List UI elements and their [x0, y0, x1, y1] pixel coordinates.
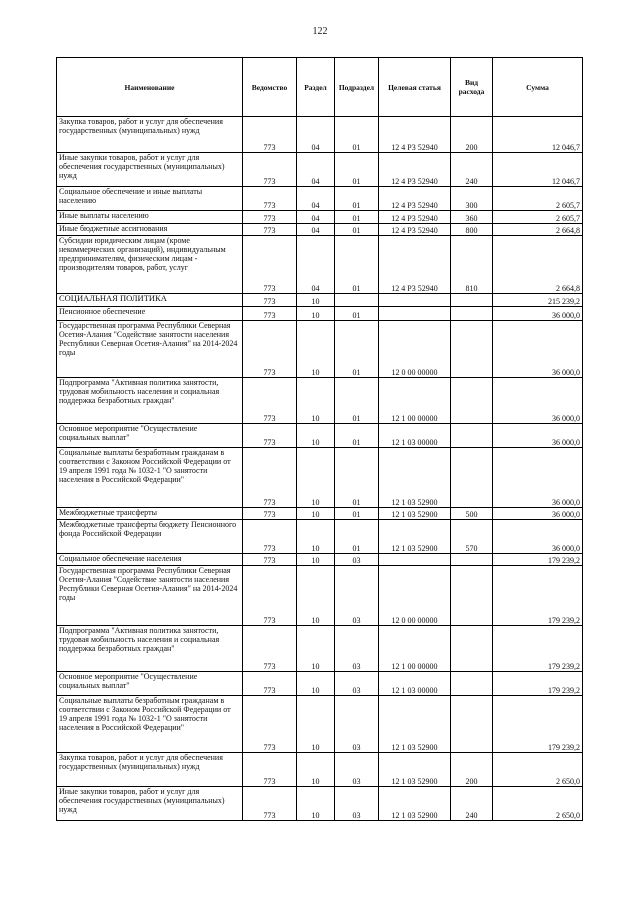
- cell-dept: 773: [243, 787, 297, 821]
- table-row: [57, 236, 583, 294]
- cell-sum: 36 000,0: [493, 508, 583, 520]
- cell-name: Основное мероприятие "Осуществление социальных выплат": [57, 424, 243, 448]
- cell-subsection: 03: [335, 672, 379, 696]
- table-row: [57, 378, 583, 424]
- cell-subsection: 03: [335, 787, 379, 821]
- table-row: [57, 566, 583, 626]
- table-body: [57, 117, 583, 821]
- cell-exp-type: [451, 626, 493, 672]
- header-dept: Ведомство: [243, 58, 297, 117]
- table-row: [57, 117, 583, 153]
- cell-exp-type: [451, 554, 493, 566]
- cell-name: Подпрограмма "Активная политика занятости, трудовая мобильность населения и социальная поддержка безработных граждан": [57, 378, 243, 424]
- cell-dept: 773: [243, 626, 297, 672]
- cell-name: Основное мероприятие "Осуществление социальных выплат": [57, 672, 243, 696]
- cell-sum: 2 664,8: [493, 224, 583, 236]
- cell-name: Субсидии юридическим лицам (кроме некоммерческих организаций), индивидуальным предпринимателям, физическим лицам - производителям товаров, работ, услуг: [57, 236, 243, 294]
- cell-section: 04: [297, 211, 335, 224]
- budget-table: [56, 57, 583, 821]
- cell-exp-type: 570: [451, 520, 493, 554]
- cell-exp-type: [451, 696, 493, 753]
- cell-subsection: 01: [335, 307, 379, 321]
- cell-exp-type: [451, 294, 493, 307]
- cell-section: 10: [297, 787, 335, 821]
- cell-section: 10: [297, 508, 335, 520]
- cell-subsection: 03: [335, 626, 379, 672]
- cell-target: 12 1 03 52900: [379, 448, 451, 508]
- cell-target: 12 1 03 52900: [379, 520, 451, 554]
- cell-subsection: 01: [335, 424, 379, 448]
- cell-subsection: 01: [335, 187, 379, 211]
- table-row: [57, 448, 583, 508]
- cell-target: 12 1 03 52900: [379, 508, 451, 520]
- table-row: [57, 321, 583, 378]
- cell-name: Иные выплаты населению: [57, 211, 243, 224]
- cell-subsection: 01: [335, 153, 379, 187]
- cell-dept: 773: [243, 520, 297, 554]
- cell-sum: 179 239,2: [493, 566, 583, 626]
- header-sum: Сумма: [493, 58, 583, 117]
- cell-exp-type: 200: [451, 117, 493, 153]
- header-section: Раздел: [297, 58, 335, 117]
- cell-dept: 773: [243, 696, 297, 753]
- cell-sum: 36 000,0: [493, 448, 583, 508]
- cell-sum: 12 046,7: [493, 117, 583, 153]
- cell-target: 12 1 00 00000: [379, 378, 451, 424]
- table-header-row: [57, 58, 583, 117]
- cell-exp-type: 240: [451, 787, 493, 821]
- cell-section: 04: [297, 187, 335, 211]
- cell-subsection: 03: [335, 566, 379, 626]
- cell-exp-type: [451, 378, 493, 424]
- cell-subsection: 01: [335, 117, 379, 153]
- table-row: [57, 787, 583, 821]
- cell-dept: 773: [243, 508, 297, 520]
- cell-target: 12 1 03 52900: [379, 696, 451, 753]
- cell-subsection: 03: [335, 753, 379, 787]
- cell-dept: 773: [243, 424, 297, 448]
- cell-target: 12 1 03 52900: [379, 787, 451, 821]
- cell-target: 12 4 Р3 52940: [379, 211, 451, 224]
- cell-exp-type: 200: [451, 753, 493, 787]
- table-row: [57, 508, 583, 520]
- cell-section: 10: [297, 672, 335, 696]
- cell-subsection: 01: [335, 211, 379, 224]
- cell-sum: 36 000,0: [493, 307, 583, 321]
- cell-exp-type: 240: [451, 153, 493, 187]
- cell-subsection: 01: [335, 224, 379, 236]
- cell-subsection: 01: [335, 378, 379, 424]
- cell-target: 12 0 00 00000: [379, 566, 451, 626]
- cell-subsection: 01: [335, 448, 379, 508]
- cell-sum: 215 239,2: [493, 294, 583, 307]
- cell-sum: 36 000,0: [493, 424, 583, 448]
- cell-dept: 773: [243, 321, 297, 378]
- cell-section: 10: [297, 294, 335, 307]
- cell-name: Социальное обеспечение и иные выплаты населению: [57, 187, 243, 211]
- cell-exp-type: 360: [451, 211, 493, 224]
- cell-section: 04: [297, 117, 335, 153]
- cell-name: Иные закупки товаров, работ и услуг для обеспечения государственных (муниципальных) нужд: [57, 787, 243, 821]
- cell-name: Межбюджетные трансферты бюджету Пенсионного фонда Российской Федерации: [57, 520, 243, 554]
- cell-sum: 36 000,0: [493, 520, 583, 554]
- cell-section: 10: [297, 696, 335, 753]
- table-row: [57, 626, 583, 672]
- cell-dept: 773: [243, 294, 297, 307]
- cell-exp-type: [451, 307, 493, 321]
- cell-sum: 2 650,0: [493, 787, 583, 821]
- cell-name: Межбюджетные трансферты: [57, 508, 243, 520]
- cell-dept: 773: [243, 307, 297, 321]
- cell-exp-type: [451, 448, 493, 508]
- cell-dept: 773: [243, 211, 297, 224]
- cell-dept: 773: [243, 153, 297, 187]
- cell-target: [379, 554, 451, 566]
- cell-name: СОЦИАЛЬНАЯ ПОЛИТИКА: [57, 294, 243, 307]
- page-number: 122: [312, 26, 328, 37]
- cell-dept: 773: [243, 566, 297, 626]
- cell-exp-type: 800: [451, 224, 493, 236]
- cell-exp-type: 810: [451, 236, 493, 294]
- header-target: Целевая статья: [379, 58, 451, 117]
- cell-dept: 773: [243, 236, 297, 294]
- cell-target: [379, 294, 451, 307]
- cell-dept: 773: [243, 378, 297, 424]
- cell-section: 10: [297, 321, 335, 378]
- header-exp-type: Вид расхода: [451, 58, 493, 117]
- cell-subsection: 01: [335, 321, 379, 378]
- table-row: [57, 424, 583, 448]
- cell-name: Государственная программа Республики Северная Осетия-Алания "Содействие занятости населения Республики Северная Осетия-Алания" на 2014-2024 годы: [57, 321, 243, 378]
- cell-sum: 179 239,2: [493, 554, 583, 566]
- cell-section: 10: [297, 626, 335, 672]
- cell-target: 12 1 03 00000: [379, 424, 451, 448]
- cell-name: Закупка товаров, работ и услуг для обеспечения государственных (муниципальных) нужд: [57, 117, 243, 153]
- table-row: [57, 307, 583, 321]
- cell-sum: 2 605,7: [493, 211, 583, 224]
- cell-subsection: 03: [335, 696, 379, 753]
- cell-exp-type: [451, 424, 493, 448]
- cell-section: 10: [297, 378, 335, 424]
- cell-exp-type: 500: [451, 508, 493, 520]
- cell-exp-type: [451, 321, 493, 378]
- cell-target: 12 1 03 52900: [379, 753, 451, 787]
- cell-exp-type: 300: [451, 187, 493, 211]
- cell-target: 12 4 Р3 52940: [379, 153, 451, 187]
- cell-sum: 36 000,0: [493, 321, 583, 378]
- cell-section: 10: [297, 424, 335, 448]
- cell-section: 04: [297, 224, 335, 236]
- cell-dept: 773: [243, 554, 297, 566]
- table-row: [57, 696, 583, 753]
- cell-sum: 2 650,0: [493, 753, 583, 787]
- cell-sum: 36 000,0: [493, 378, 583, 424]
- cell-name: Государственная программа Республики Северная Осетия-Алания "Содействие занятости населения Республики Северная Осетия-Алания" на 2014-2024 годы: [57, 566, 243, 626]
- cell-section: 04: [297, 236, 335, 294]
- cell-dept: 773: [243, 117, 297, 153]
- cell-target: 12 0 00 00000: [379, 321, 451, 378]
- table-row: [57, 672, 583, 696]
- cell-section: 04: [297, 153, 335, 187]
- header-name: Наименование: [57, 58, 243, 117]
- table-row: [57, 554, 583, 566]
- cell-sum: 179 239,2: [493, 672, 583, 696]
- cell-target: 12 4 Р3 52940: [379, 117, 451, 153]
- cell-target: 12 1 03 00000: [379, 672, 451, 696]
- table-row: [57, 187, 583, 211]
- cell-section: 10: [297, 448, 335, 508]
- table-row: [57, 520, 583, 554]
- cell-name: Иные бюджетные ассигнования: [57, 224, 243, 236]
- table-row: [57, 153, 583, 187]
- cell-target: 12 1 00 00000: [379, 626, 451, 672]
- cell-section: 10: [297, 753, 335, 787]
- cell-dept: 773: [243, 187, 297, 211]
- cell-exp-type: [451, 566, 493, 626]
- cell-subsection: 01: [335, 508, 379, 520]
- cell-exp-type: [451, 672, 493, 696]
- cell-subsection: 03: [335, 554, 379, 566]
- cell-name: Социальное обеспечение населения: [57, 554, 243, 566]
- cell-target: 12 4 Р3 52940: [379, 187, 451, 211]
- cell-sum: 179 239,2: [493, 626, 583, 672]
- cell-name: Пенсионное обеспечение: [57, 307, 243, 321]
- cell-section: 10: [297, 554, 335, 566]
- cell-name: Закупка товаров, работ и услуг для обеспечения государственных (муниципальных) нужд: [57, 753, 243, 787]
- cell-dept: 773: [243, 672, 297, 696]
- cell-target: 12 4 Р3 52940: [379, 236, 451, 294]
- cell-dept: 773: [243, 448, 297, 508]
- cell-subsection: 01: [335, 520, 379, 554]
- cell-dept: 773: [243, 753, 297, 787]
- cell-sum: 12 046,7: [493, 153, 583, 187]
- cell-subsection: 01: [335, 236, 379, 294]
- cell-target: [379, 307, 451, 321]
- cell-sum: 2 605,7: [493, 187, 583, 211]
- cell-section: 10: [297, 566, 335, 626]
- cell-target: 12 4 Р3 52940: [379, 224, 451, 236]
- cell-subsection: [335, 294, 379, 307]
- table-row: [57, 294, 583, 307]
- cell-name: Социальные выплаты безработным гражданам в соответствии с Законом Российской Федерации от 19 апреля 1991 года № 1032-1 "О занятости населения в Российской Федерации": [57, 448, 243, 508]
- cell-name: Социальные выплаты безработным гражданам в соответствии с Законом Российской Федерации от 19 апреля 1991 года № 1032-1 "О занятости населения в Российской Федерации": [57, 696, 243, 753]
- cell-section: 10: [297, 520, 335, 554]
- cell-dept: 773: [243, 224, 297, 236]
- cell-sum: 2 664,8: [493, 236, 583, 294]
- table-row: [57, 211, 583, 224]
- table-row: [57, 753, 583, 787]
- cell-name: Подпрограмма "Активная политика занятости, трудовая мобильность населения и социальная поддержка безработных граждан": [57, 626, 243, 672]
- cell-name: Иные закупки товаров, работ и услуг для обеспечения государственных (муниципальных) нужд: [57, 153, 243, 187]
- header-subsection: Подраздел: [335, 58, 379, 117]
- table-row: [57, 224, 583, 236]
- cell-section: 10: [297, 307, 335, 321]
- cell-sum: 179 239,2: [493, 696, 583, 753]
